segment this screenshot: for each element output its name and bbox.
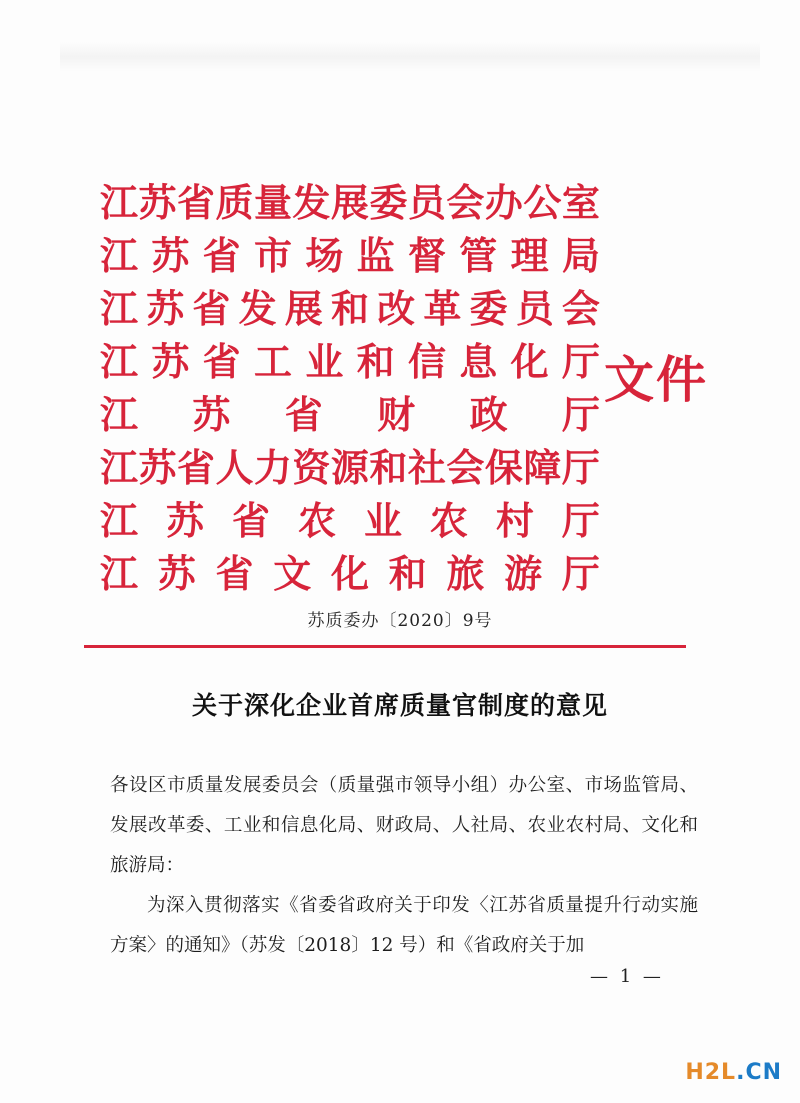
issuer-char: 旅 bbox=[446, 551, 485, 596]
issuer-char: 江 bbox=[100, 551, 139, 596]
issuer-char: 苏 bbox=[192, 392, 231, 437]
watermark-dot: . bbox=[736, 1060, 746, 1085]
issuer-char: 省 bbox=[202, 233, 241, 278]
issuer-char: 发 bbox=[238, 286, 277, 331]
issuer-char: 财 bbox=[377, 392, 416, 437]
issuer-char: 政 bbox=[469, 392, 508, 437]
issuer-char: 委 bbox=[469, 286, 508, 331]
watermark-2: 2 bbox=[704, 1060, 722, 1085]
issuer-char: 和 bbox=[369, 445, 408, 490]
issuer-char: 督 bbox=[407, 233, 446, 278]
issuer-line bbox=[100, 388, 600, 441]
issuer-char: 源 bbox=[330, 445, 369, 490]
issuer-char: 省 bbox=[176, 445, 215, 490]
issuer-char: 室 bbox=[561, 180, 600, 225]
issuer-char: 省 bbox=[231, 498, 270, 543]
issuer-char: 化 bbox=[510, 339, 549, 384]
issuer-char: 息 bbox=[459, 339, 498, 384]
issuer-char: 保 bbox=[484, 445, 523, 490]
body-paragraph: 为深入贯彻落实《省委省政府关于印发〈江苏省质量提升行动实施方案〉的通知》（苏发〔2018〕12 号）和《省政府关于加 bbox=[110, 895, 698, 956]
issuer-char: 苏 bbox=[151, 233, 190, 278]
issuer-char: 展 bbox=[330, 180, 369, 225]
issuer-char: 理 bbox=[510, 233, 549, 278]
issuer-char: 江 bbox=[100, 498, 139, 543]
issuer-char: 和 bbox=[356, 339, 395, 384]
issuer-block bbox=[100, 176, 600, 600]
issuer-char: 质 bbox=[215, 180, 254, 225]
watermark-h: H bbox=[685, 1060, 705, 1085]
document-body bbox=[110, 766, 698, 966]
issuer-char: 障 bbox=[523, 445, 562, 490]
issuer-char: 江 bbox=[100, 392, 139, 437]
issuer-char: 苏 bbox=[138, 445, 177, 490]
issuer-char: 厅 bbox=[561, 498, 600, 543]
page-number: — 1 — bbox=[590, 966, 664, 987]
issuer-char: 和 bbox=[388, 551, 427, 596]
site-watermark bbox=[685, 1060, 782, 1085]
issuer-char: 省 bbox=[215, 551, 254, 596]
issuer-char: 公 bbox=[523, 180, 562, 225]
issuer-char: 省 bbox=[202, 339, 241, 384]
issuer-char: 会 bbox=[446, 445, 485, 490]
watermark-cn: CN bbox=[745, 1060, 782, 1085]
issuer-char: 资 bbox=[292, 445, 331, 490]
issuer-char: 江 bbox=[100, 445, 139, 490]
issuer-char: 会 bbox=[561, 286, 600, 331]
issuer-char: 员 bbox=[407, 180, 446, 225]
issuer-char: 会 bbox=[446, 180, 485, 225]
issuer-char: 社 bbox=[407, 445, 446, 490]
issuer-char: 游 bbox=[504, 551, 543, 596]
issuer-char: 苏 bbox=[146, 286, 185, 331]
issuer-line bbox=[100, 335, 600, 388]
issuer-line bbox=[100, 282, 600, 335]
issuer-char: 局 bbox=[561, 233, 600, 278]
document-title: 关于深化企业首席质量官制度的意见 bbox=[191, 691, 608, 720]
issuer-char: 和 bbox=[330, 286, 369, 331]
issuer-char: 业 bbox=[305, 339, 344, 384]
issuer-char: 管 bbox=[459, 233, 498, 278]
issuer-char: 展 bbox=[284, 286, 323, 331]
issuer-char: 厅 bbox=[561, 445, 600, 490]
issuer-char: 江 bbox=[100, 233, 139, 278]
issuer-char: 苏 bbox=[151, 339, 190, 384]
issuer-char: 厅 bbox=[561, 392, 600, 437]
issuer-line bbox=[100, 176, 600, 229]
issuer-char: 苏 bbox=[138, 180, 177, 225]
issuer-char: 委 bbox=[369, 180, 408, 225]
issuer-char: 场 bbox=[305, 233, 344, 278]
issuer-char: 文 bbox=[273, 551, 312, 596]
issuer-line bbox=[100, 441, 600, 494]
issuer-char: 改 bbox=[377, 286, 416, 331]
issuer-char: 市 bbox=[253, 233, 292, 278]
issuer-char: 江 bbox=[100, 339, 139, 384]
issuer-char: 革 bbox=[423, 286, 462, 331]
issuer-char: 厅 bbox=[561, 339, 600, 384]
issuer-line bbox=[100, 229, 600, 282]
document-number: 苏质委办〔2020〕9号 bbox=[307, 611, 493, 631]
watermark-l: L bbox=[721, 1060, 737, 1085]
issuer-char: 监 bbox=[356, 233, 395, 278]
issuer-char: 人 bbox=[215, 445, 254, 490]
issuer-char: 信 bbox=[407, 339, 446, 384]
issuer-line bbox=[100, 494, 600, 547]
recipients-paragraph: 各设区市质量发展委员会（质量强市领导小组）办公室、市场监管局、发展改革委、工业和信息化局、财政局、人社局、农业农村局、文化和旅游局： bbox=[110, 775, 698, 876]
issuer-char: 省 bbox=[176, 180, 215, 225]
issuer-char: 苏 bbox=[157, 551, 196, 596]
document-suffix: 文件 bbox=[604, 351, 708, 409]
issuer-char: 员 bbox=[515, 286, 554, 331]
scan-shadow bbox=[60, 42, 760, 72]
issuer-char: 量 bbox=[253, 180, 292, 225]
issuer-char: 厅 bbox=[561, 551, 600, 596]
issuer-char: 化 bbox=[330, 551, 369, 596]
red-divider bbox=[84, 645, 686, 648]
issuer-char: 苏 bbox=[165, 498, 204, 543]
issuer-char: 省 bbox=[284, 392, 323, 437]
issuer-char: 力 bbox=[253, 445, 292, 490]
issuer-char: 业 bbox=[363, 498, 402, 543]
issuer-char: 办 bbox=[484, 180, 523, 225]
issuer-char: 江 bbox=[100, 180, 139, 225]
issuer-char: 工 bbox=[253, 339, 292, 384]
issuer-char: 江 bbox=[100, 286, 139, 331]
issuer-char: 农 bbox=[429, 498, 468, 543]
issuer-char: 发 bbox=[292, 180, 331, 225]
issuer-char: 省 bbox=[192, 286, 231, 331]
issuer-line bbox=[100, 547, 600, 600]
issuer-char: 农 bbox=[297, 498, 336, 543]
issuer-char: 村 bbox=[495, 498, 534, 543]
